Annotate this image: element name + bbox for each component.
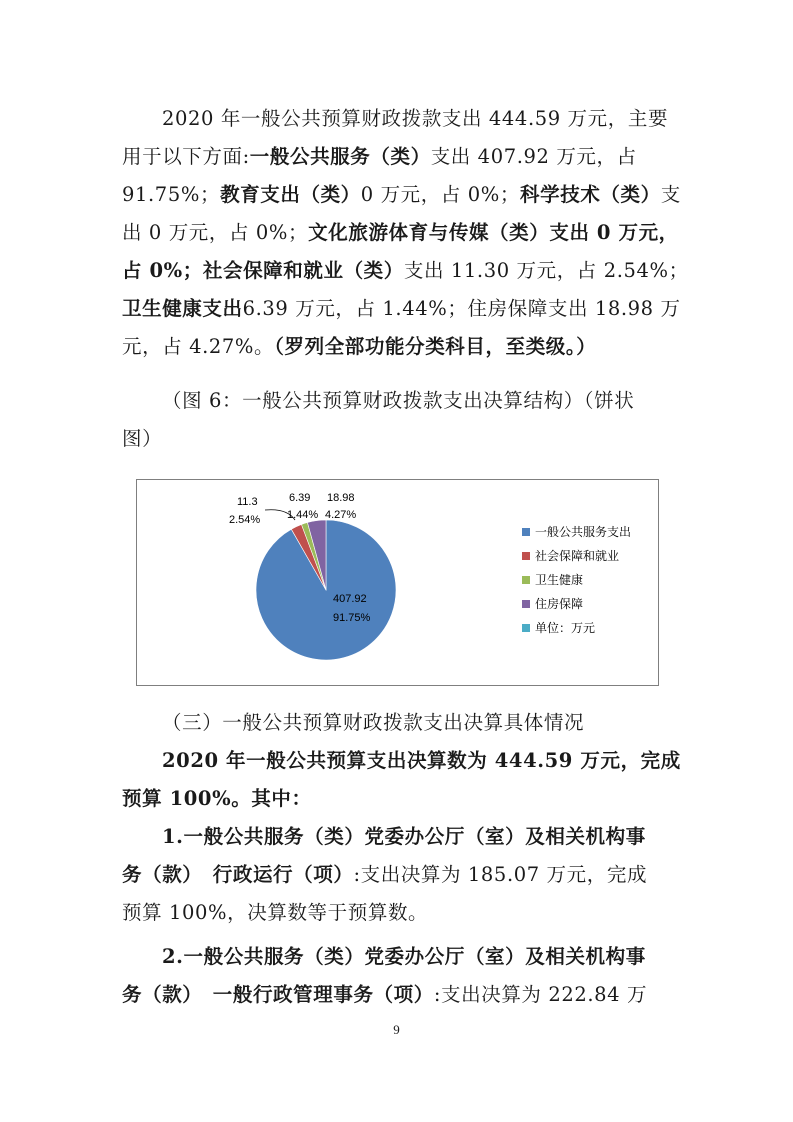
para1-line1: 2020 年一般公共预算财政拨款支出 444.59 万元，主要 — [162, 107, 669, 130]
item1-line1: 1.一般公共服务（类）党委办公厅（室）及相关机构事 — [162, 825, 646, 848]
legend-swatch — [522, 624, 530, 632]
pie-chart — [136, 479, 659, 686]
para1-line4 — [122, 216, 679, 250]
bold-text: 一般公共服务（类） — [249, 145, 431, 168]
data-label-value: 6.39 — [289, 492, 311, 504]
pie-chart-svg — [137, 480, 658, 685]
text: 支 — [660, 183, 681, 206]
para1-line5 — [122, 254, 689, 288]
data-label-percent: 91.75% — [333, 612, 371, 624]
data-label-percent: 2.54% — [229, 514, 261, 526]
legend-label: 住房保障 — [535, 597, 584, 611]
item1-line3: 预算 100%，决算数等于预算数。 — [122, 901, 429, 924]
bold-text: 务（款） 一般行政管理事务（项） — [122, 983, 434, 1006]
text: 元，占 4.27%。 — [122, 335, 275, 358]
data-label-value: 18.98 — [327, 492, 355, 504]
para1-line7 — [122, 330, 596, 364]
text: 用于以下方面: — [122, 145, 250, 168]
text: 91.75%； — [122, 183, 221, 206]
legend-label: 卫生健康 — [535, 573, 584, 587]
data-label-value: 11.3 — [237, 496, 258, 508]
item2-line2 — [122, 978, 647, 1012]
item2-line1: 2.一般公共服务（类）党委办公厅（室）及相关机构事 — [162, 945, 646, 968]
data-label-value: 407.92 — [333, 593, 367, 605]
legend-label: 单位：万元 — [535, 621, 596, 635]
legend-label: 社会保障和就业 — [535, 549, 620, 563]
text: 支出 11.30 万元，占 2.54%； — [403, 259, 689, 282]
para1-line2 — [122, 140, 637, 174]
text: :支出决算为 222.84 万 — [433, 983, 648, 1006]
legend-swatch — [522, 552, 530, 560]
bold-text: 占 0%；社会保障和就业（类） — [122, 259, 404, 282]
page-number: 9 — [393, 1022, 400, 1037]
legend-swatch — [522, 576, 530, 584]
text: 出 0 万元，占 0%； — [122, 221, 309, 244]
bold-text: 务（款） 行政运行（项） — [122, 863, 354, 886]
section3-p1-line2: 预算 100%。其中： — [122, 787, 312, 810]
legend-swatch — [522, 528, 530, 536]
bold-text: 卫生健康支出 — [122, 297, 243, 320]
figure-caption-line1: （图 6：一般公共预算财政拨款支出决算结构）（饼状 — [162, 389, 635, 412]
data-label-percent: 4.27% — [325, 509, 357, 521]
para1-line6 — [122, 292, 681, 326]
section3-heading: （三）一般公共预算财政拨款支出决算具体情况 — [162, 711, 585, 734]
para1-line3 — [122, 178, 681, 212]
text: 6.39 万元，占 1.44%；住房保障支出 18.98 万 — [242, 297, 681, 320]
bold-text: （罗列全部功能分类科目，至类级。） — [274, 335, 597, 358]
figure-caption-line2: 图） — [122, 427, 163, 450]
text: 支出 407.92 万元，占 — [430, 145, 637, 168]
item1-line2 — [122, 858, 647, 892]
data-label-percent: 1.44% — [287, 509, 319, 521]
bold-text: 科学技术（类） — [520, 183, 661, 206]
bold-text: 教育支出（类） — [220, 183, 361, 206]
section3-p1-line1: 2020 年一般公共预算支出决算数为 444.59 万元，完成 — [162, 749, 681, 772]
legend-swatch — [522, 600, 530, 608]
text: :支出决算为 185.07 万元，完成 — [353, 863, 648, 886]
bold-text: 文化旅游体育与传媒（类）支出 0 万元， — [308, 221, 679, 244]
legend-label: 一般公共服务支出 — [535, 525, 632, 539]
text: 0 万元，占 0%； — [360, 183, 521, 206]
